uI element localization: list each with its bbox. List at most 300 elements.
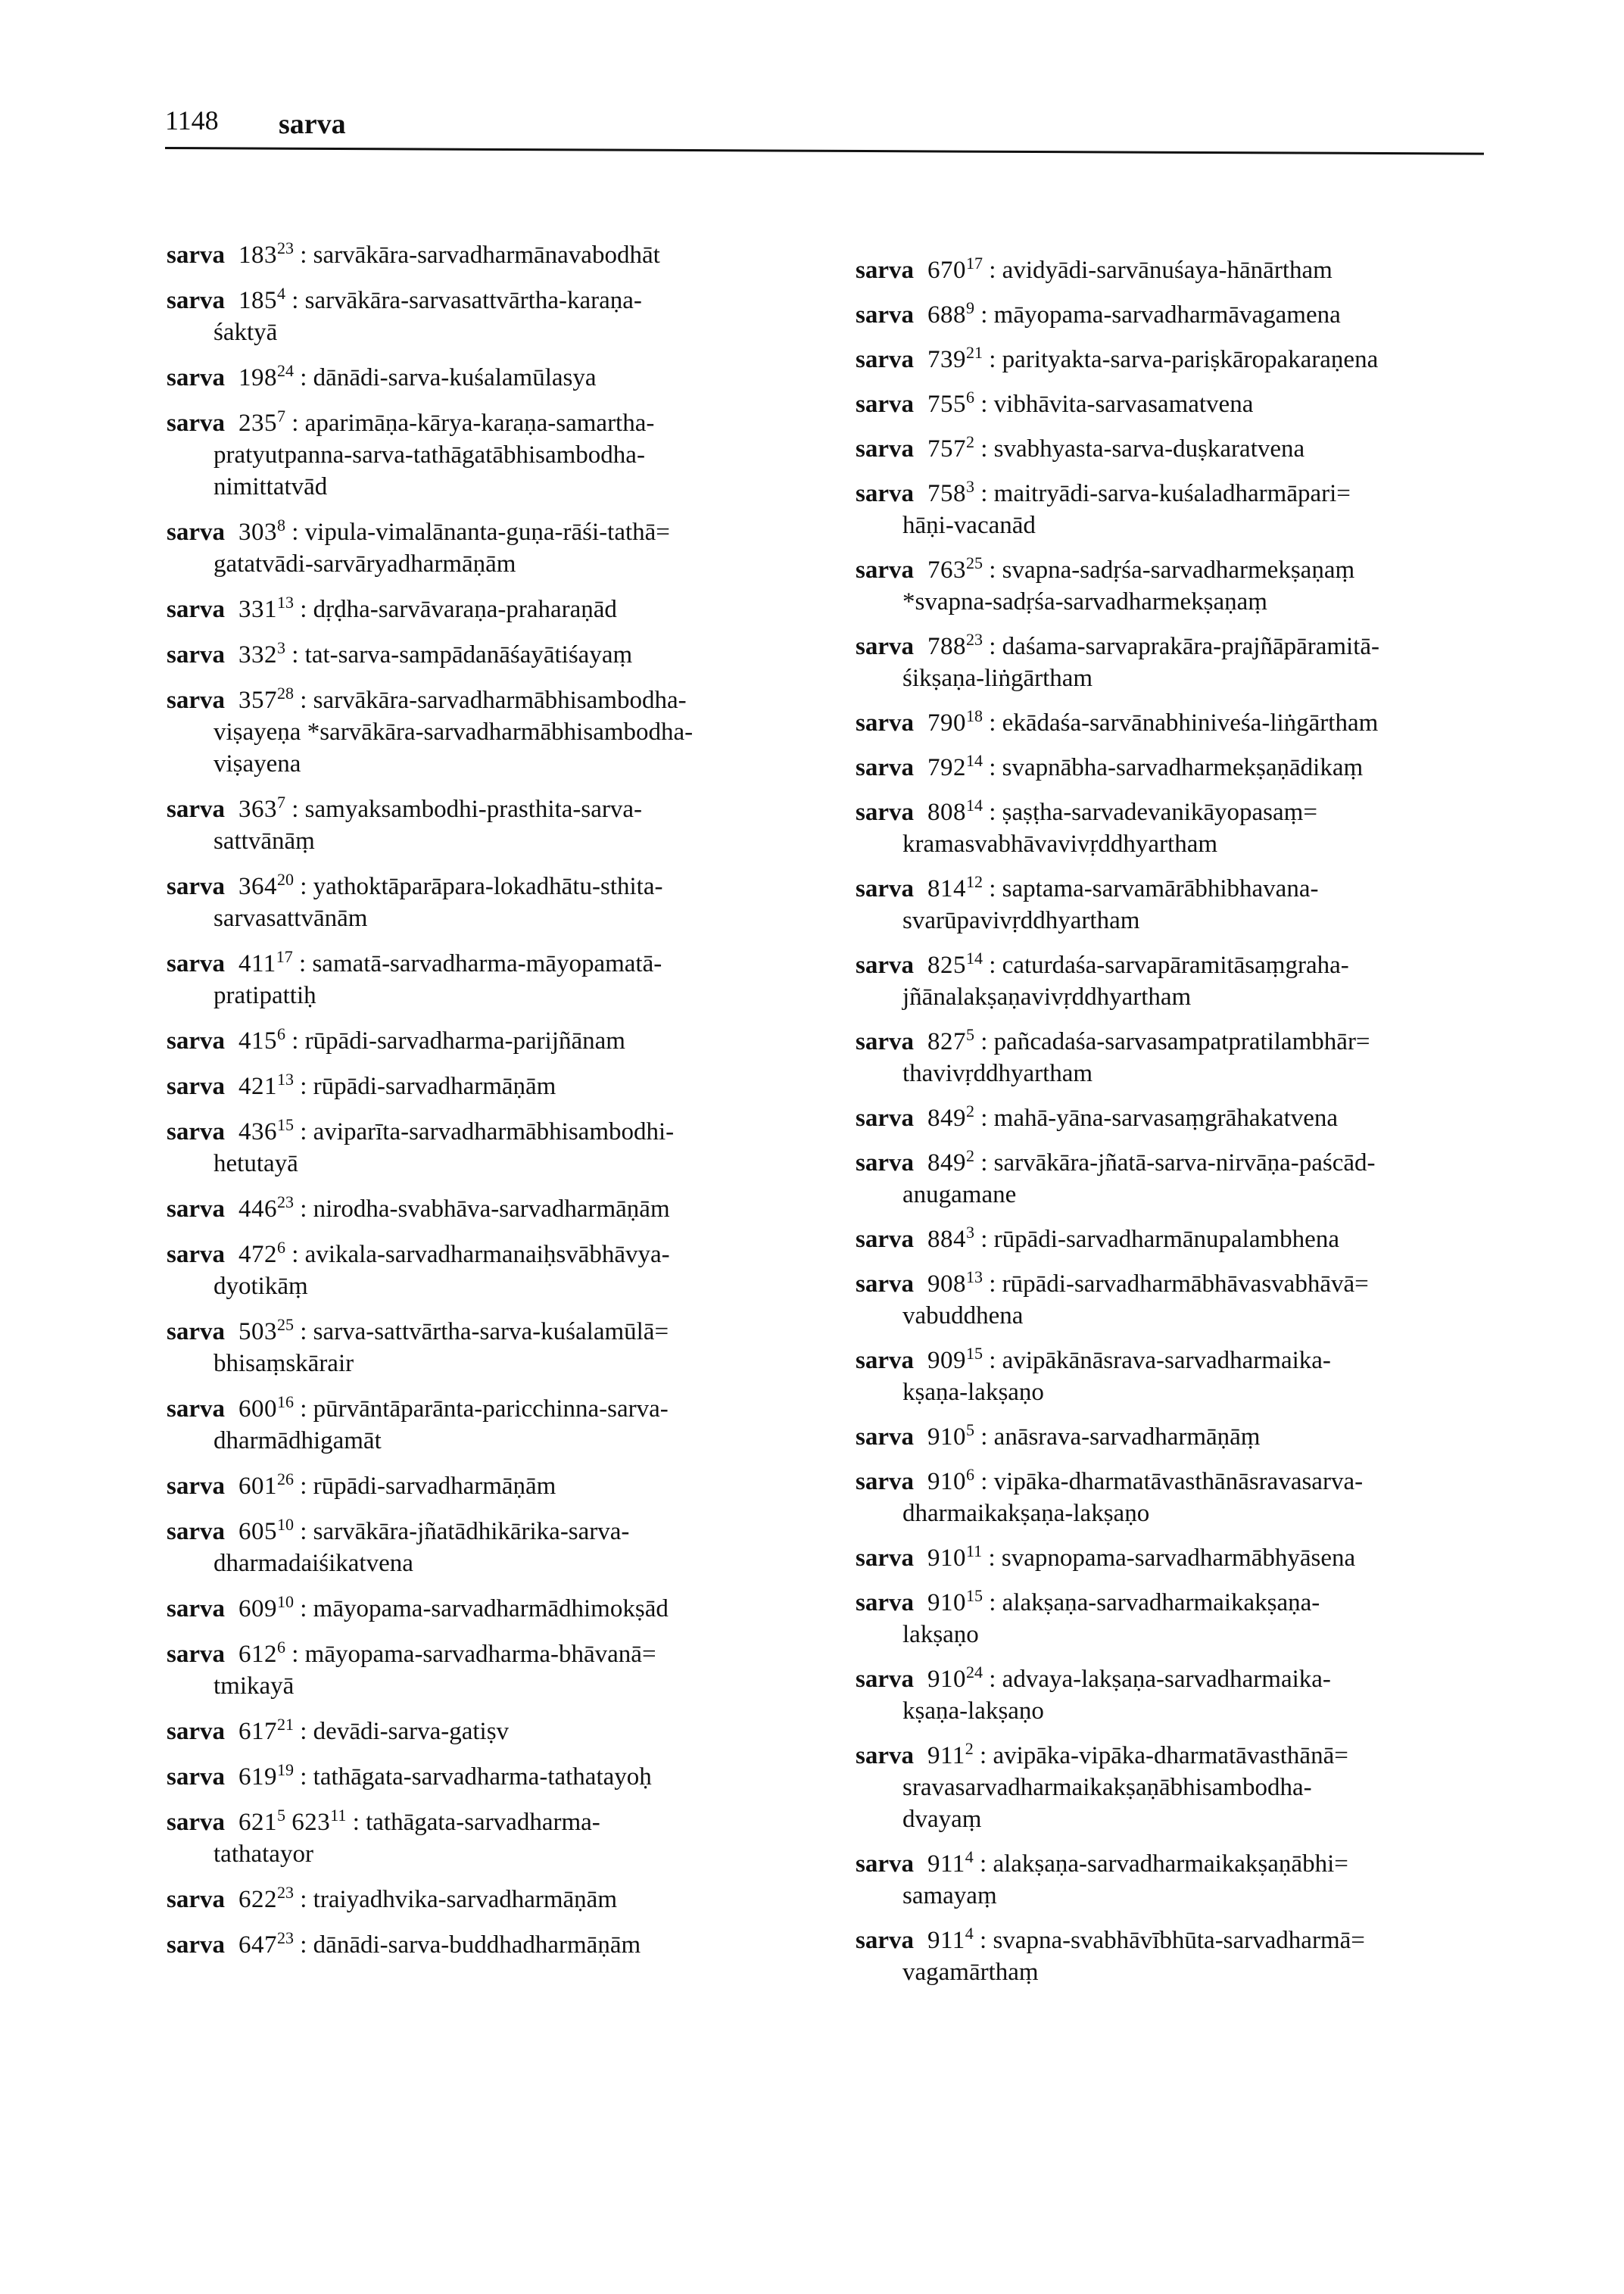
- entry-reference: 183: [238, 242, 277, 269]
- entry-text: : sarva-sattvārtha-sarva-kuśalamūlā=: [300, 1318, 669, 1345]
- entry-text: : anāsrava-sarvadharmāṇāṃ: [980, 1423, 1261, 1451]
- entry-line-number: 12: [966, 872, 983, 891]
- index-entry: [167, 1071, 863, 1102]
- entry-keyword: sarva: [856, 1347, 914, 1374]
- entry-reference: 670: [927, 257, 966, 284]
- entry-text: : dānādi-sarva-kuśalamūlasya: [300, 364, 597, 391]
- entry-keyword: sarva: [167, 873, 225, 900]
- entry-first-line: [856, 752, 1552, 784]
- entry-reference: 621: [238, 1809, 277, 1836]
- entry-first-line: [856, 1268, 1552, 1300]
- entry-reference: 911: [927, 1927, 965, 1954]
- index-entry: [167, 1393, 863, 1457]
- entry-reference: 884: [927, 1226, 966, 1253]
- entry-first-line: [856, 1848, 1552, 1880]
- entry-line-number: 5: [277, 1806, 285, 1825]
- entry-reference: 198: [238, 364, 277, 391]
- entry-first-line: [167, 948, 863, 980]
- index-entry: [167, 1116, 863, 1180]
- entry-keyword: sarva: [167, 1763, 225, 1791]
- entry-keyword: sarva: [856, 1105, 914, 1132]
- entry-continuation: gatatvādi-sarvāryadharmāṇām: [214, 550, 516, 578]
- entry-first-line: [167, 407, 863, 439]
- index-entry: [167, 1593, 863, 1625]
- entry-continuation: dyotikāṃ: [214, 1273, 308, 1300]
- entry-continuation: kṣaṇa-lakṣaṇo: [902, 1697, 1044, 1725]
- entry-keyword: sarva: [856, 1270, 914, 1298]
- index-entry: [856, 1740, 1552, 1835]
- entry-continuation: thavivṛddhyartham: [902, 1060, 1093, 1087]
- entry-reference: 792: [927, 754, 966, 781]
- index-entry: [856, 796, 1552, 860]
- entry-continuation: hetutayā: [214, 1150, 298, 1177]
- entry-first-line: [856, 796, 1552, 828]
- entry-text: : vibhāvita-sarvasamatvena: [980, 391, 1254, 418]
- index-entry: [167, 1193, 863, 1225]
- entry-reference: 763: [927, 556, 966, 584]
- entry-first-line: [167, 1116, 863, 1148]
- entry-first-line: [167, 1516, 863, 1548]
- entry-line-number: 25: [277, 1315, 294, 1334]
- entry-keyword: sarva: [167, 687, 225, 714]
- entry-reference: 910: [927, 1589, 966, 1616]
- entry-line-number: 23: [966, 630, 983, 649]
- entry-keyword: sarva: [856, 1544, 914, 1572]
- index-entry: [167, 285, 863, 348]
- entry-first-line: [167, 1393, 863, 1425]
- entry-text: : pūrvāntāparānta-paricchinna-sarva-: [300, 1395, 669, 1423]
- entry-keyword: sarva: [856, 1666, 914, 1693]
- entry-first-line: [856, 254, 1552, 286]
- entry-reference: 622: [238, 1886, 277, 1913]
- entry-continuation: *svapna-sadṛśa-sarvadharmekṣaṇaṃ: [902, 588, 1267, 616]
- page-number: 1148: [165, 105, 219, 136]
- entry-text: : svapnābha-sarvadharmekṣaṇādikaṃ: [989, 754, 1364, 781]
- index-entry: [167, 793, 863, 857]
- entry-reference: 331: [238, 596, 277, 623]
- entry-text: : dānādi-sarva-buddhadharmāṇām: [300, 1931, 641, 1959]
- index-entry: [856, 949, 1552, 1013]
- entry-continuation: kṣaṇa-lakṣaṇo: [902, 1379, 1044, 1406]
- entry-line-number: 11: [330, 1806, 347, 1825]
- entry-continuation: viṣayena: [214, 750, 301, 778]
- entry-first-line: [856, 631, 1552, 662]
- entry-line-number: 3: [966, 1223, 974, 1242]
- entry-line-number: 18: [966, 706, 983, 725]
- entry-text: : samyaksambodhi-prasthita-sarva-: [291, 796, 643, 823]
- entry-continuation: dharmādhigamāt: [214, 1427, 382, 1454]
- entry-first-line: [856, 1102, 1552, 1134]
- entry-text: : maitryādi-sarva-kuśaladharmāpari=: [980, 480, 1351, 507]
- entry-reference: 619: [238, 1763, 277, 1791]
- entry-reference: 363: [238, 796, 277, 823]
- entry-keyword: sarva: [167, 641, 225, 669]
- entry-reference: 808: [927, 799, 966, 826]
- entry-first-line: [856, 1421, 1552, 1453]
- entry-line-number: 13: [277, 1070, 294, 1089]
- entry-keyword: sarva: [167, 950, 225, 977]
- entry-first-line: [167, 639, 863, 671]
- entry-text: : avipāka-vipāka-dharmatāvasthānā=: [980, 1742, 1348, 1769]
- entry-reference: 827: [927, 1028, 966, 1055]
- entry-first-line: [167, 1025, 863, 1057]
- entry-first-line: [167, 793, 863, 825]
- entry-text: : dṛḍha-sarvāvaraṇa-praharaṇād: [300, 596, 617, 623]
- entry-continuation: viṣayeṇa *sarvākāra-sarvadharmābhisambodha-: [214, 718, 694, 746]
- entry-keyword: sarva: [167, 1641, 225, 1668]
- entry-first-line: [167, 871, 863, 902]
- entry-line-number: 2: [966, 1146, 974, 1165]
- entry-continuation: vagamārthaṃ: [902, 1959, 1039, 1986]
- entry-line-number: 14: [966, 751, 983, 770]
- entry-keyword: sarva: [167, 1595, 225, 1622]
- index-entry: [167, 1929, 863, 1961]
- entry-keyword: sarva: [856, 1850, 914, 1878]
- entry-text: : māyopama-sarvadharma-bhāvanā=: [291, 1641, 656, 1668]
- entry-keyword: sarva: [856, 1028, 914, 1055]
- entry-first-line: [856, 344, 1552, 376]
- index-entry: [856, 433, 1552, 465]
- entry-text: : rūpādi-sarvadharmāṇām: [300, 1473, 556, 1500]
- entry-first-line: [856, 1740, 1552, 1772]
- entry-reference: 757: [927, 435, 966, 463]
- entry-reference: 600: [238, 1395, 277, 1423]
- entry-keyword: sarva: [167, 364, 225, 391]
- entry-text: : parityakta-sarva-pariṣkāropakaraṇena: [989, 346, 1379, 373]
- entry-keyword: sarva: [856, 952, 914, 979]
- entry-first-line: [167, 285, 863, 316]
- entry-reference: 609: [238, 1595, 277, 1622]
- entry-continuation: sravasarvadharmaikakṣaṇābhisambodha-: [902, 1774, 1312, 1801]
- entry-line-number: 17: [966, 254, 983, 273]
- index-entry: [167, 1638, 863, 1702]
- index-entry: [856, 707, 1552, 739]
- entry-line-number: 6: [277, 1024, 285, 1043]
- entry-text: : traiyadhvika-sarvadharmāṇām: [300, 1886, 617, 1913]
- entry-reference: 849: [927, 1105, 966, 1132]
- index-entry: [856, 1466, 1552, 1529]
- entry-continuation: śikṣaṇa-liṅgārtham: [902, 665, 1093, 692]
- entry-reference: 739: [927, 346, 966, 373]
- entry-text: : svapna-sadṛśa-sarvadharmekṣaṇaṃ: [989, 556, 1355, 584]
- entry-first-line: [167, 1929, 863, 1961]
- index-entry: [856, 299, 1552, 331]
- entry-keyword: sarva: [167, 1886, 225, 1913]
- entry-reference: 612: [238, 1641, 277, 1668]
- entry-continuation: kramasvabhāvavivṛddhyartham: [902, 831, 1218, 858]
- entry-first-line: [856, 1345, 1552, 1376]
- entry-reference: 411: [238, 950, 276, 977]
- entry-line-number: 6: [966, 388, 974, 407]
- entry-first-line: [856, 873, 1552, 905]
- entry-keyword: sarva: [167, 1718, 225, 1745]
- entry-line-number: 13: [966, 1267, 983, 1286]
- entry-reference: 688: [927, 301, 966, 329]
- entry-text: : rūpādi-sarvadharmāṇām: [300, 1073, 556, 1100]
- entry-reference: 911: [927, 1742, 965, 1769]
- index-entry: [856, 1663, 1552, 1727]
- entry-text: : tathāgata-sarvadharma-tathatayoḥ: [300, 1763, 652, 1791]
- entry-first-line: [167, 684, 863, 716]
- entry-keyword: sarva: [856, 435, 914, 463]
- entry-line-number: 15: [277, 1115, 294, 1134]
- index-entry: [856, 873, 1552, 937]
- entry-first-line: [856, 478, 1552, 510]
- entry-keyword: sarva: [856, 346, 914, 373]
- entry-first-line: [856, 299, 1552, 331]
- entry-first-line: [167, 239, 863, 271]
- entry-keyword: sarva: [167, 1195, 225, 1223]
- entry-reference: 185: [238, 287, 277, 314]
- entry-keyword: sarva: [167, 1027, 225, 1055]
- entry-line-number: 9: [966, 298, 974, 317]
- entry-reference: 758: [927, 480, 966, 507]
- entry-reference: 235: [238, 410, 277, 437]
- entry-reference: 825: [927, 952, 966, 979]
- entry-line-number: 11: [966, 1541, 983, 1560]
- entry-keyword: sarva: [167, 1118, 225, 1145]
- entry-continuation: śaktyā: [214, 319, 278, 346]
- entry-line-number: 15: [966, 1586, 983, 1605]
- entry-text: : ekādaśa-sarvānabhiniveśa-liṅgārtham: [989, 709, 1379, 737]
- entry-text: : rūpādi-sarvadharmānupalambhena: [980, 1226, 1339, 1253]
- entry-reference: 814: [927, 875, 966, 902]
- entry-text: : sarvākāra-jñatā-sarva-nirvāṇa-paścād-: [980, 1149, 1376, 1177]
- entry-first-line: [167, 594, 863, 625]
- entry-first-line: [167, 1593, 863, 1625]
- entry-keyword: sarva: [856, 1589, 914, 1616]
- entry-keyword: sarva: [856, 1468, 914, 1495]
- entry-text: : devādi-sarva-gatiṣv: [300, 1718, 510, 1745]
- page-header: [165, 104, 1490, 150]
- entry-line-number: 23: [277, 1192, 294, 1211]
- entry-text: : caturdaśa-sarvapāramitāsaṃgraha-: [989, 952, 1349, 979]
- entry-text: : rūpādi-sarvadharma-parijñānam: [291, 1027, 625, 1055]
- entry-first-line: [167, 1239, 863, 1270]
- index-entry: [167, 871, 863, 934]
- entry-first-line: [167, 1716, 863, 1747]
- entry-keyword: sarva: [167, 1318, 225, 1345]
- entry-text: : sarvākāra-sarvadharmābhisambodha-: [300, 687, 687, 714]
- index-entry: [856, 1268, 1552, 1332]
- index-entry: [856, 1147, 1552, 1211]
- entry-first-line: [167, 516, 863, 548]
- entry-line-number: 23: [277, 238, 294, 257]
- entry-reference: 503: [238, 1318, 277, 1345]
- entry-first-line: [856, 388, 1552, 420]
- running-head: sarva: [279, 108, 346, 140]
- entry-first-line: [167, 1884, 863, 1915]
- index-entry: [856, 752, 1552, 784]
- entry-keyword: sarva: [167, 1518, 225, 1545]
- index-entry: [856, 1026, 1552, 1089]
- index-entry: [167, 948, 863, 1011]
- entry-continuation: anugamane: [902, 1181, 1017, 1208]
- entry-first-line: [167, 1316, 863, 1348]
- entry-reference: 364: [238, 873, 277, 900]
- entry-first-line: [856, 554, 1552, 586]
- entry-continuation: nimittatvād: [214, 473, 328, 500]
- entry-reference: 788: [927, 633, 966, 660]
- entry-text: : ṣaṣṭha-sarvadevanikāyopasaṃ=: [989, 799, 1317, 826]
- entry-first-line: [167, 1761, 863, 1793]
- entry-text: : saptama-sarvamārābhibhavana-: [989, 875, 1319, 902]
- entry-keyword: sarva: [856, 633, 914, 660]
- index-entry: [856, 254, 1552, 286]
- entry-text: : vipāka-dharmatāvasthānāsravasarva-: [980, 1468, 1364, 1495]
- index-entry: [167, 1516, 863, 1579]
- entry-line-number: 4: [277, 284, 285, 303]
- entry-reference: 617: [238, 1718, 277, 1745]
- index-entry: [856, 1223, 1552, 1255]
- entry-line-number: 4: [965, 1924, 974, 1943]
- entry-line-number: 2: [966, 432, 974, 451]
- index-entry: [856, 1421, 1552, 1453]
- entry-reference: 472: [238, 1241, 277, 1268]
- entry-reference: 601: [238, 1473, 277, 1500]
- entry-line-number: 13: [277, 593, 294, 612]
- entry-line-number: 19: [277, 1760, 294, 1779]
- entry-first-line: [167, 1638, 863, 1670]
- index-entry: [167, 1884, 863, 1915]
- entry-text: : tat-sarva-sampādanāśayātiśayaṃ: [291, 641, 633, 669]
- index-entry: [167, 639, 863, 671]
- entry-line-number: 2: [966, 1102, 974, 1121]
- entry-first-line: [856, 707, 1552, 739]
- entry-line-number: 5: [966, 1025, 974, 1044]
- entry-reference: 908: [927, 1270, 966, 1298]
- entry-continuation: samayaṃ: [902, 1882, 997, 1909]
- entry-reference: 303: [238, 519, 277, 546]
- entry-line-number: 5: [966, 1420, 974, 1439]
- entry-continuation: svarūpavivṛddhyartham: [902, 907, 1140, 934]
- entry-text: : aparimāṇa-kārya-karaṇa-samartha-: [291, 410, 655, 437]
- entry-keyword: sarva: [167, 596, 225, 623]
- entry-first-line: [856, 433, 1552, 465]
- entry-line-number: 3: [966, 477, 974, 496]
- entry-keyword: sarva: [856, 709, 914, 737]
- index-entry: [167, 239, 863, 271]
- entry-text: : rūpādi-sarvadharmābhāvasvabhāvā=: [989, 1270, 1369, 1298]
- entry-continuation: dharmadaiśikatvena: [214, 1550, 413, 1577]
- entry-text: : mahā-yāna-sarvasaṃgrāhakatvena: [980, 1105, 1339, 1132]
- entry-line-number: 7: [277, 793, 285, 812]
- entry-continuation: tathatayor: [214, 1840, 313, 1868]
- index-entry: [167, 407, 863, 503]
- entry-line-number: 23: [277, 1883, 294, 1902]
- entry-line-number: 6: [277, 1638, 285, 1657]
- entry-line-number: 24: [966, 1663, 983, 1682]
- entry-line-number: 26: [277, 1470, 294, 1488]
- entry-line-number: 17: [276, 947, 293, 966]
- entry-line-number: 7: [277, 407, 285, 425]
- index-entry: [856, 554, 1552, 618]
- entry-keyword: sarva: [856, 257, 914, 284]
- entry-reference: 910: [927, 1423, 966, 1451]
- entry-text: : avikala-sarvadharmanaiḥsvābhāvya-: [291, 1241, 670, 1268]
- entry-line-number: 8: [277, 516, 285, 535]
- entry-line-number: 21: [277, 1715, 294, 1734]
- entry-reference: 909: [927, 1347, 966, 1374]
- entry-continuation: vabuddhena: [902, 1302, 1024, 1329]
- entry-text: : svapnopama-sarvadharmābhyāsena: [988, 1544, 1356, 1572]
- entry-first-line: [856, 1587, 1552, 1619]
- index-entry: [167, 594, 863, 625]
- entry-keyword: sarva: [856, 301, 914, 329]
- entry-line-number: 23: [277, 1928, 294, 1947]
- entry-keyword: sarva: [167, 410, 225, 437]
- entry-line-number: 14: [966, 796, 983, 815]
- index-entry: [167, 516, 863, 580]
- index-entry: [856, 1587, 1552, 1650]
- entry-keyword: sarva: [167, 1931, 225, 1959]
- entry-first-line: [167, 362, 863, 394]
- entry-line-number: 15: [966, 1344, 983, 1363]
- entry-line-number: 16: [277, 1392, 294, 1411]
- index-entry: [856, 344, 1552, 376]
- entry-text: : aviparīta-sarvadharmābhisambodhi-: [300, 1118, 675, 1145]
- entry-keyword: sarva: [856, 1226, 914, 1253]
- entry-text: : vipula-vimalānanta-guṇa-rāśi-tathā=: [291, 519, 670, 546]
- entry-first-line: [856, 1663, 1552, 1695]
- entry-reference: 436: [238, 1118, 277, 1145]
- entry-first-line: [167, 1193, 863, 1225]
- entry-reference: 415: [238, 1027, 277, 1055]
- entry-keyword: sarva: [856, 754, 914, 781]
- entry-continuation: lakṣaṇo: [902, 1621, 979, 1648]
- entry-keyword: sarva: [167, 1395, 225, 1423]
- entry-first-line: [856, 1223, 1552, 1255]
- entry-line-number: 3: [277, 638, 285, 657]
- entry-first-line: [856, 1542, 1552, 1574]
- entry-text: : svapna-svabhāvībhūta-sarvadharmā=: [980, 1927, 1365, 1954]
- entry-line-number: 24: [277, 361, 294, 380]
- index-entry: [856, 1925, 1552, 1988]
- entry-keyword: sarva: [167, 242, 225, 269]
- index-entry: [856, 1345, 1552, 1408]
- entry-text: : sarvākāra-sarvadharmānavabodhāt: [300, 242, 660, 269]
- entry-reference: 910: [927, 1468, 966, 1495]
- entry-text: : māyopama-sarvadharmādhimokṣād: [300, 1595, 669, 1622]
- entry-text: : daśama-sarvaprakāra-prajñāpāramitā-: [989, 633, 1380, 660]
- index-entry: [167, 1025, 863, 1057]
- entry-line-number: 28: [277, 684, 294, 703]
- index-entry: [167, 684, 863, 780]
- entry-reference: 911: [927, 1850, 965, 1878]
- right-column: [856, 254, 1552, 2001]
- entry-keyword: sarva: [167, 1073, 225, 1100]
- entry-text: : nirodha-svabhāva-sarvadharmāṇām: [300, 1195, 670, 1223]
- entry-keyword: sarva: [856, 1927, 914, 1954]
- entry-text: : pañcadaśa-sarvasampatpratilambhār=: [980, 1028, 1370, 1055]
- entry-text: : svabhyasta-sarva-duṣkaratvena: [980, 435, 1305, 463]
- entry-text: : advaya-lakṣaṇa-sarvadharmaika-: [989, 1666, 1331, 1693]
- index-entry: [167, 1316, 863, 1379]
- entry-reference: 849: [927, 1149, 966, 1177]
- entry-text: : yathoktāparāpara-lokadhātu-sthita-: [300, 873, 663, 900]
- index-entry: [167, 1470, 863, 1502]
- entry-text: : alakṣaṇa-sarvadharmaikakṣaṇābhi=: [980, 1850, 1348, 1878]
- entry-first-line: [856, 1026, 1552, 1058]
- entry-line-number: 4: [965, 1847, 974, 1866]
- entry-line-number: 6: [966, 1465, 974, 1484]
- entry-continuation: pratyutpanna-sarva-tathāgatābhisambodha-: [214, 441, 645, 469]
- entry-continuation: hāṇi-vacanād: [902, 512, 1036, 539]
- left-column: [167, 239, 863, 1975]
- entry-line-number: 25: [966, 553, 983, 572]
- entry-keyword: sarva: [856, 799, 914, 826]
- entry-line-number: 14: [966, 949, 983, 968]
